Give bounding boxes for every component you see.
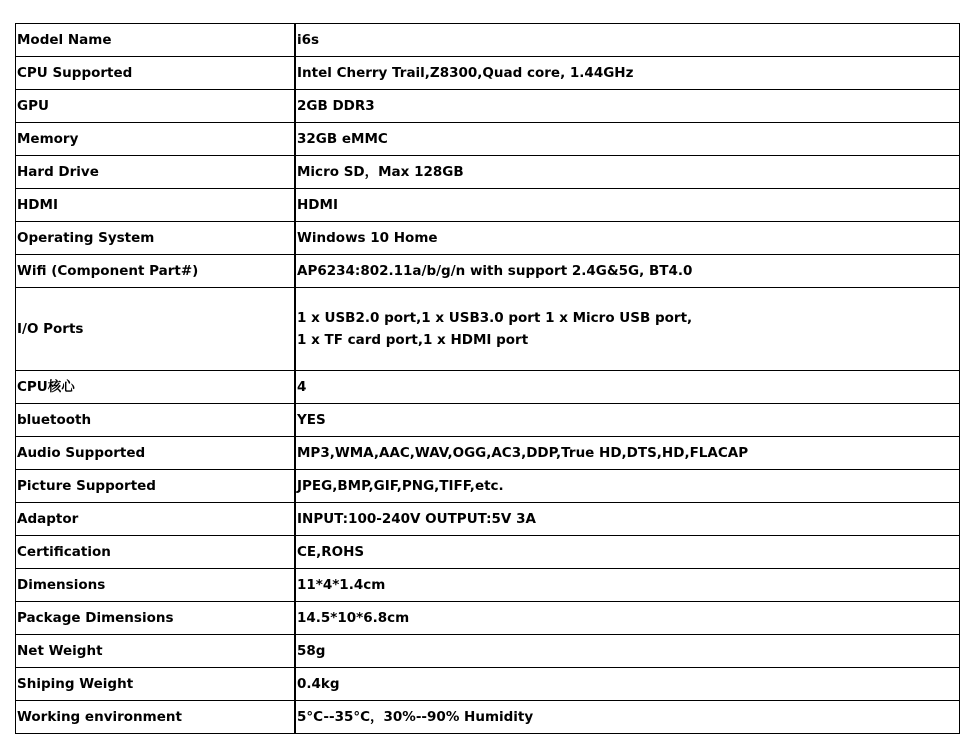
spec-value: HDMI — [295, 189, 960, 222]
spec-value: 4 — [295, 371, 960, 404]
spec-value: 2GB DDR3 — [295, 90, 960, 123]
table-row — [16, 635, 960, 668]
table-row — [16, 470, 960, 503]
table-row — [16, 536, 960, 569]
spec-table — [15, 23, 960, 734]
spec-label: Model Name — [16, 24, 296, 57]
spec-label: Picture Supported — [16, 470, 296, 503]
spec-value: 14.5*10*6.8cm — [295, 602, 960, 635]
spec-value-line: 1 x USB2.0 port,1 x USB3.0 port 1 x Micro USB port, — [297, 310, 693, 326]
table-row — [16, 371, 960, 404]
spec-label: Audio Supported — [16, 437, 296, 470]
spec-label: Package Dimensions — [16, 602, 296, 635]
table-row — [16, 24, 960, 57]
spec-label: Dimensions — [16, 569, 296, 602]
spec-label: Memory — [16, 123, 296, 156]
spec-label: Wifi (Component Part#) — [16, 255, 296, 288]
spec-value: JPEG,BMP,GIF,PNG,TIFF,etc. — [295, 470, 960, 503]
table-row — [16, 503, 960, 536]
spec-label: CPU核心 — [16, 371, 296, 404]
spec-value: 11*4*1.4cm — [295, 569, 960, 602]
table-row — [16, 123, 960, 156]
spec-value: MP3,WMA,AAC,WAV,OGG,AC3,DDP,True HD,DTS,HD,FLACAP — [295, 437, 960, 470]
spec-value: Windows 10 Home — [295, 222, 960, 255]
spec-value: 5°C--35°C，30%--90% Humidity — [295, 701, 960, 734]
table-row — [16, 668, 960, 701]
spec-value: i6s — [295, 24, 960, 57]
table-row — [16, 437, 960, 470]
spec-value: 58g — [295, 635, 960, 668]
table-row — [16, 255, 960, 288]
spec-label: CPU Supported — [16, 57, 296, 90]
spec-label: Shiping Weight — [16, 668, 296, 701]
spec-value: YES — [295, 404, 960, 437]
spec-value — [295, 288, 960, 371]
table-row — [16, 569, 960, 602]
spec-label: Working environment — [16, 701, 296, 734]
spec-label: Adaptor — [16, 503, 296, 536]
table-row — [16, 156, 960, 189]
spec-label: bluetooth — [16, 404, 296, 437]
table-row — [16, 222, 960, 255]
spec-label: Hard Drive — [16, 156, 296, 189]
spec-value: Intel Cherry Trail,Z8300,Quad core, 1.44GHz — [295, 57, 960, 90]
spec-value: 0.4kg — [295, 668, 960, 701]
table-row — [16, 90, 960, 123]
spec-label: HDMI — [16, 189, 296, 222]
spec-value-line: 1 x TF card port,1 x HDMI port — [297, 332, 529, 348]
spec-label: GPU — [16, 90, 296, 123]
table-row — [16, 189, 960, 222]
table-row — [16, 404, 960, 437]
spec-label: I/O Ports — [16, 288, 296, 371]
table-row — [16, 57, 960, 90]
table-row — [16, 288, 960, 371]
table-row — [16, 701, 960, 734]
spec-value: 32GB eMMC — [295, 123, 960, 156]
spec-label: Operating System — [16, 222, 296, 255]
spec-value: CE,ROHS — [295, 536, 960, 569]
spec-value: INPUT:100-240V OUTPUT:5V 3A — [295, 503, 960, 536]
spec-value: Micro SD，Max 128GB — [295, 156, 960, 189]
spec-label: Certification — [16, 536, 296, 569]
spec-label: Net Weight — [16, 635, 296, 668]
table-row — [16, 602, 960, 635]
spec-value: AP6234:802.11a/b/g/n with support 2.4G&5G, BT4.0 — [295, 255, 960, 288]
